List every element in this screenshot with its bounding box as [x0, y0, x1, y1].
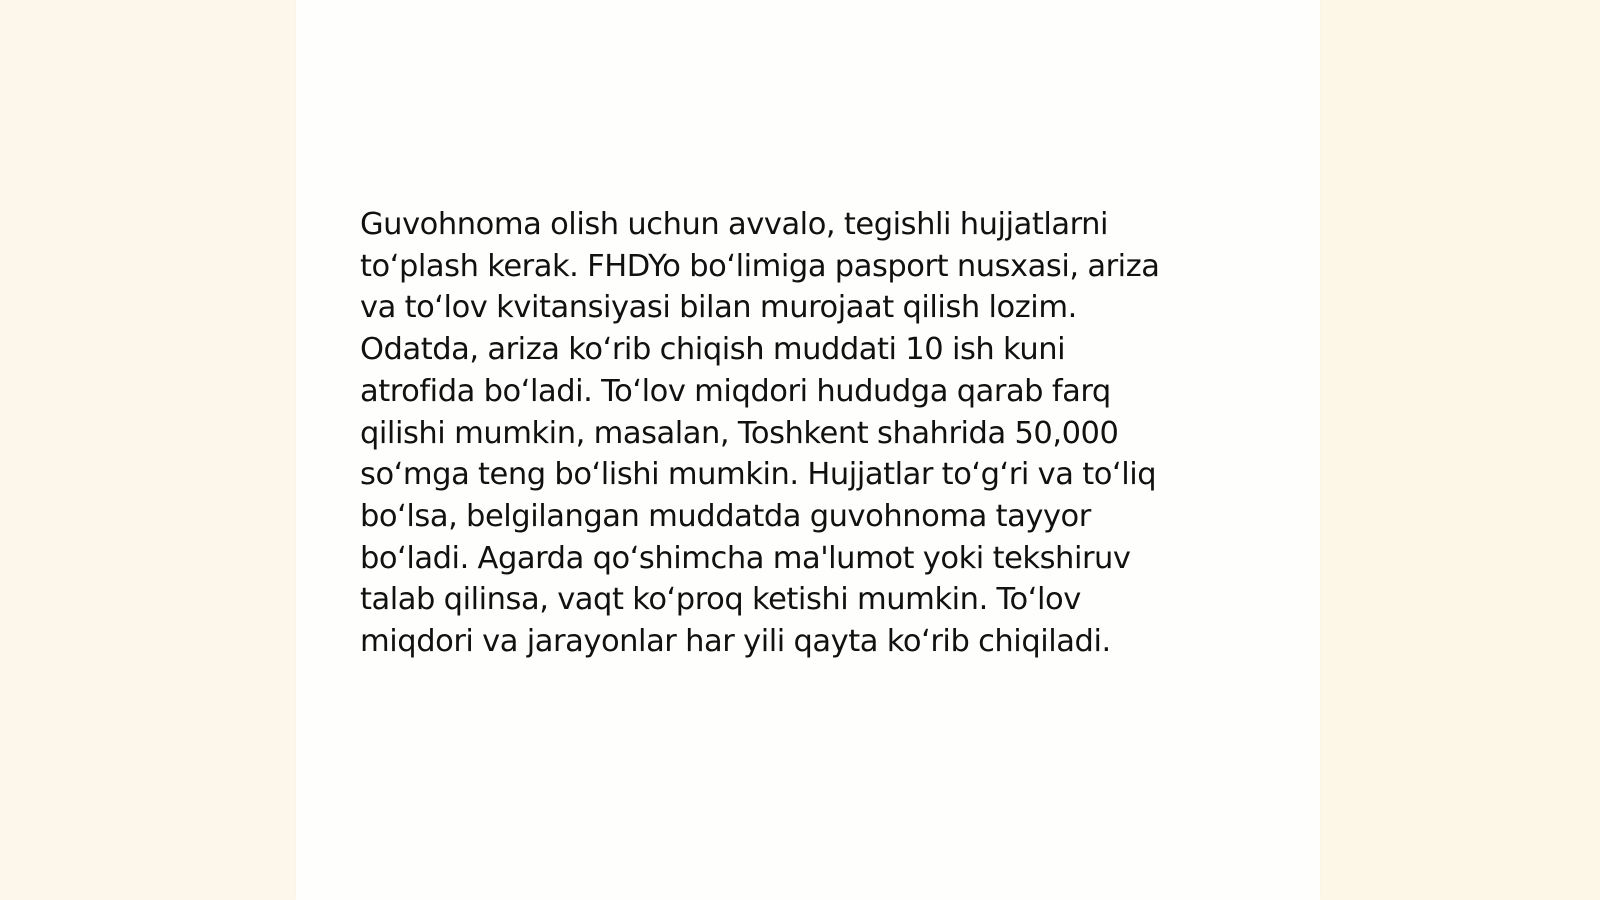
paragraph-line: so‘mga teng bo‘lishi mumkin. Hujjatlar to‘g‘ri va to‘liq — [360, 457, 1157, 493]
document-page — [296, 0, 1320, 900]
paragraph-line: va to‘lov kvitansiyasi bilan murojaat qilish lozim. — [360, 290, 1077, 326]
paragraph-line: atrofida bo‘ladi. To‘lov miqdori hududga qarab farq — [360, 373, 1111, 409]
backdrop-left — [0, 0, 296, 900]
backdrop-right — [1320, 0, 1600, 900]
paragraph-line: qilishi mumkin, masalan, Toshkent shahrida 50,000 — [360, 415, 1119, 451]
body-paragraph — [360, 204, 1250, 663]
paragraph-line: bo‘ladi. Agarda qo‘shimcha ma'lumot yoki tekshiruv — [360, 540, 1131, 576]
paragraph-line: Odatda, ariza ko‘rib chiqish muddati 10 ish kuni — [360, 332, 1066, 368]
paragraph-line: to‘plash kerak. FHDYo bo‘limiga pasport nusxasi, ariza — [360, 248, 1160, 284]
paragraph-line: bo‘lsa, belgilangan muddatda guvohnoma tayyor — [360, 498, 1091, 534]
paragraph-line: Guvohnoma olish uchun avvalo, tegishli hujjatlarni — [360, 207, 1109, 242]
paragraph-line: miqdori va jarayonlar har yili qayta ko‘rib chiqiladi. — [360, 624, 1111, 660]
paragraph-line: talab qilinsa, vaqt ko‘proq ketishi mumkin. To‘lov — [360, 582, 1081, 618]
